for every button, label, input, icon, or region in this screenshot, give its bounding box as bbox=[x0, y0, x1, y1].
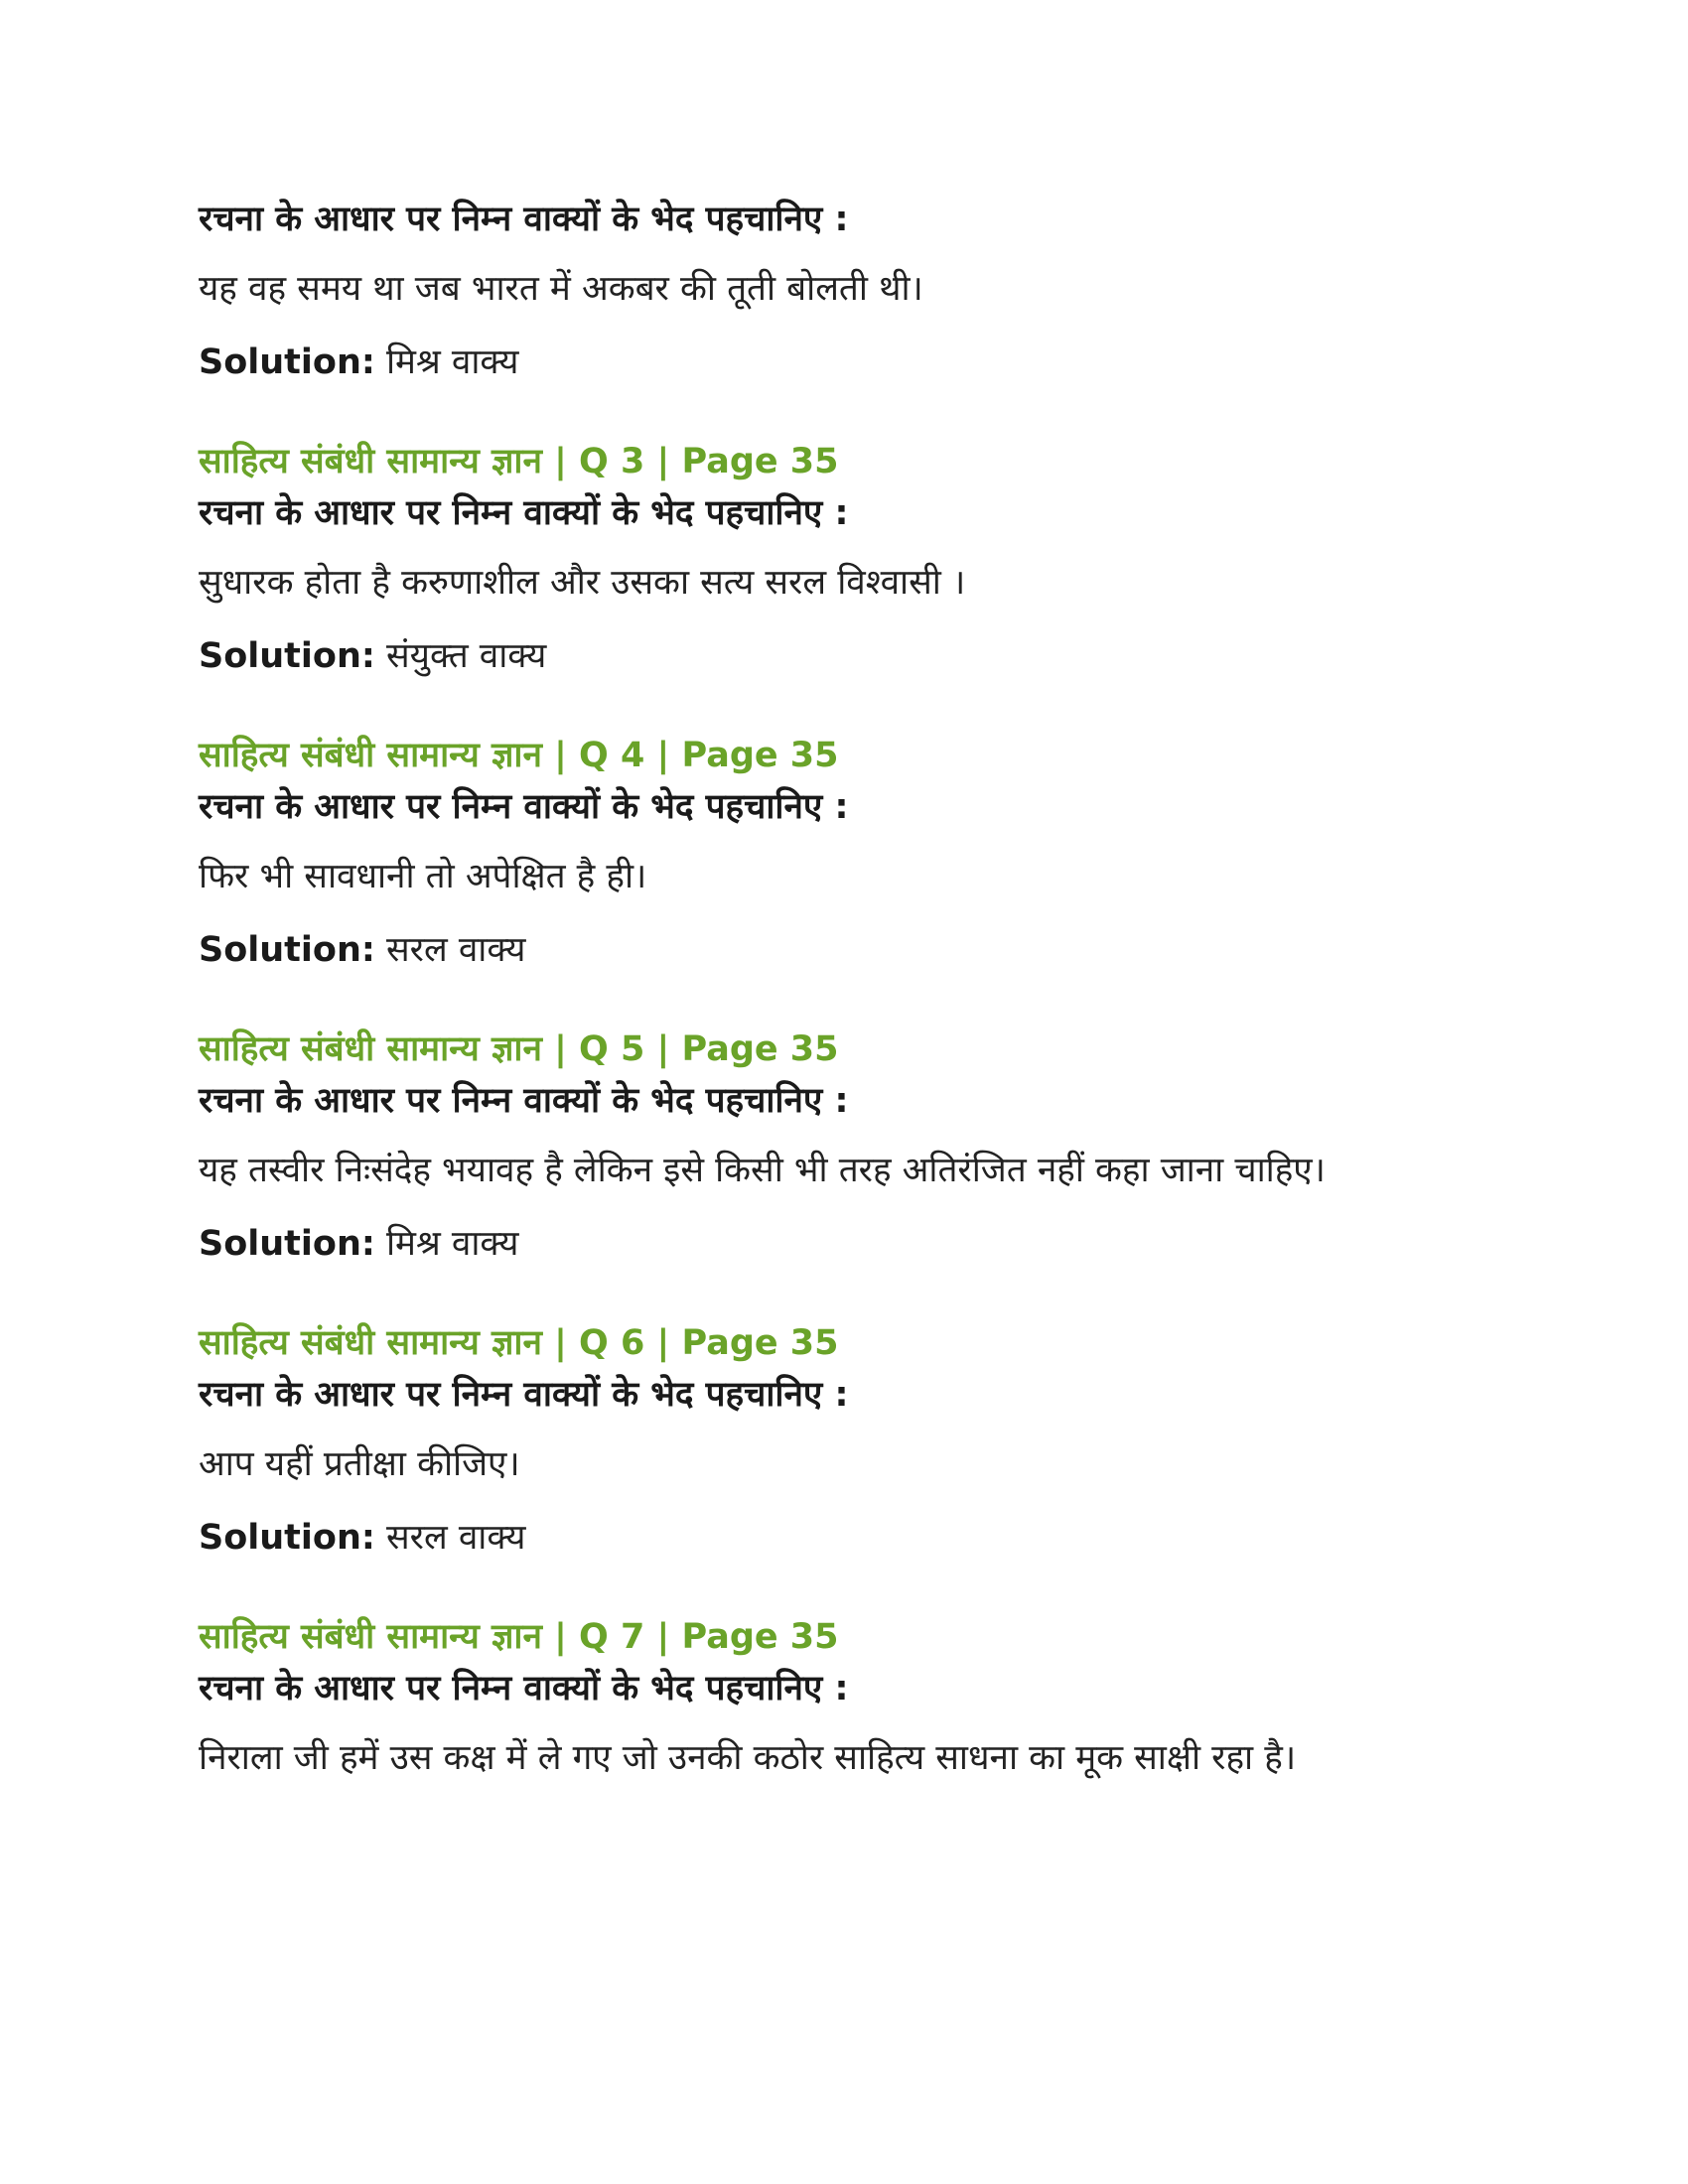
solution-label: Solution: bbox=[199, 1518, 375, 1558]
solution-line bbox=[199, 630, 1509, 682]
solution-line bbox=[199, 924, 1509, 976]
question-block-q2 bbox=[199, 194, 1509, 388]
question-sentence: फिर भी सावधानी तो अपेक्षित है ही। bbox=[199, 857, 647, 896]
question-header[interactable]: साहित्य संबंधी सामान्य ज्ञान | Q 6 | Page 35 bbox=[199, 1323, 839, 1363]
question-prompt: रचना के आधार पर निम्न वाक्यों के भेद पहचानिए : bbox=[199, 1375, 849, 1415]
solution-line bbox=[199, 337, 1509, 388]
solution-label: Solution: bbox=[199, 930, 375, 970]
question-header[interactable]: साहित्य संबंधी सामान्य ज्ञान | Q 7 | Page 35 bbox=[199, 1617, 839, 1657]
question-sentence: निराला जी हमें उस कक्ष में ले गए जो उनकी कठोर साहित्य साधना का मूक साक्षी रहा है। bbox=[199, 1738, 1297, 1778]
question-sentence: सुधारक होता है करुणाशील और उसका सत्य सरल विश्वासी । bbox=[199, 563, 966, 603]
document-page bbox=[199, 194, 1509, 1784]
question-header[interactable]: साहित्य संबंधी सामान्य ज्ञान | Q 3 | Page 35 bbox=[199, 442, 839, 481]
question-header[interactable]: साहित्य संबंधी सामान्य ज्ञान | Q 4 | Page 35 bbox=[199, 736, 839, 775]
solution-label: Solution: bbox=[199, 636, 375, 676]
question-prompt: रचना के आधार पर निम्न वाक्यों के भेद पहचानिए : bbox=[199, 200, 849, 239]
solution-line bbox=[199, 1218, 1509, 1270]
question-sentence: आप यहीं प्रतीक्षा कीजिए। bbox=[199, 1444, 520, 1484]
question-prompt: रचना के आधार पर निम्न वाक्यों के भेद पहचानिए : bbox=[199, 1081, 849, 1121]
question-header[interactable]: साहित्य संबंधी सामान्य ज्ञान | Q 5 | Page 35 bbox=[199, 1029, 839, 1069]
solution-answer: सरल वाक्य bbox=[374, 1518, 526, 1558]
solution-label: Solution: bbox=[199, 1224, 375, 1264]
solution-label: Solution: bbox=[199, 342, 375, 382]
question-prompt: रचना के आधार पर निम्न वाक्यों के भेद पहचानिए : bbox=[199, 493, 849, 533]
question-prompt: रचना के आधार पर निम्न वाक्यों के भेद पहचानिए : bbox=[199, 1669, 849, 1708]
question-block-q5 bbox=[199, 1024, 1509, 1270]
solution-answer: संयुक्त वाक्य bbox=[374, 636, 547, 676]
solution-answer: मिश्र वाक्य bbox=[374, 342, 519, 382]
solution-answer: मिश्र वाक्य bbox=[374, 1224, 519, 1264]
question-block-q4 bbox=[199, 730, 1509, 976]
question-block-q3 bbox=[199, 436, 1509, 682]
question-sentence: यह तस्वीर निःसंदेह भयावह है लेकिन इसे किसी भी तरह अतिरंजित नहीं कहा जाना चाहिए। bbox=[199, 1151, 1326, 1190]
question-block-q7 bbox=[199, 1611, 1509, 1784]
solution-answer: सरल वाक्य bbox=[374, 930, 526, 970]
question-block-q6 bbox=[199, 1317, 1509, 1564]
question-prompt: रचना के आधार पर निम्न वाक्यों के भेद पहचानिए : bbox=[199, 787, 849, 827]
solution-line bbox=[199, 1512, 1509, 1564]
question-sentence: यह वह समय था जब भारत में अकबर की तूती बोलती थी। bbox=[199, 269, 923, 309]
